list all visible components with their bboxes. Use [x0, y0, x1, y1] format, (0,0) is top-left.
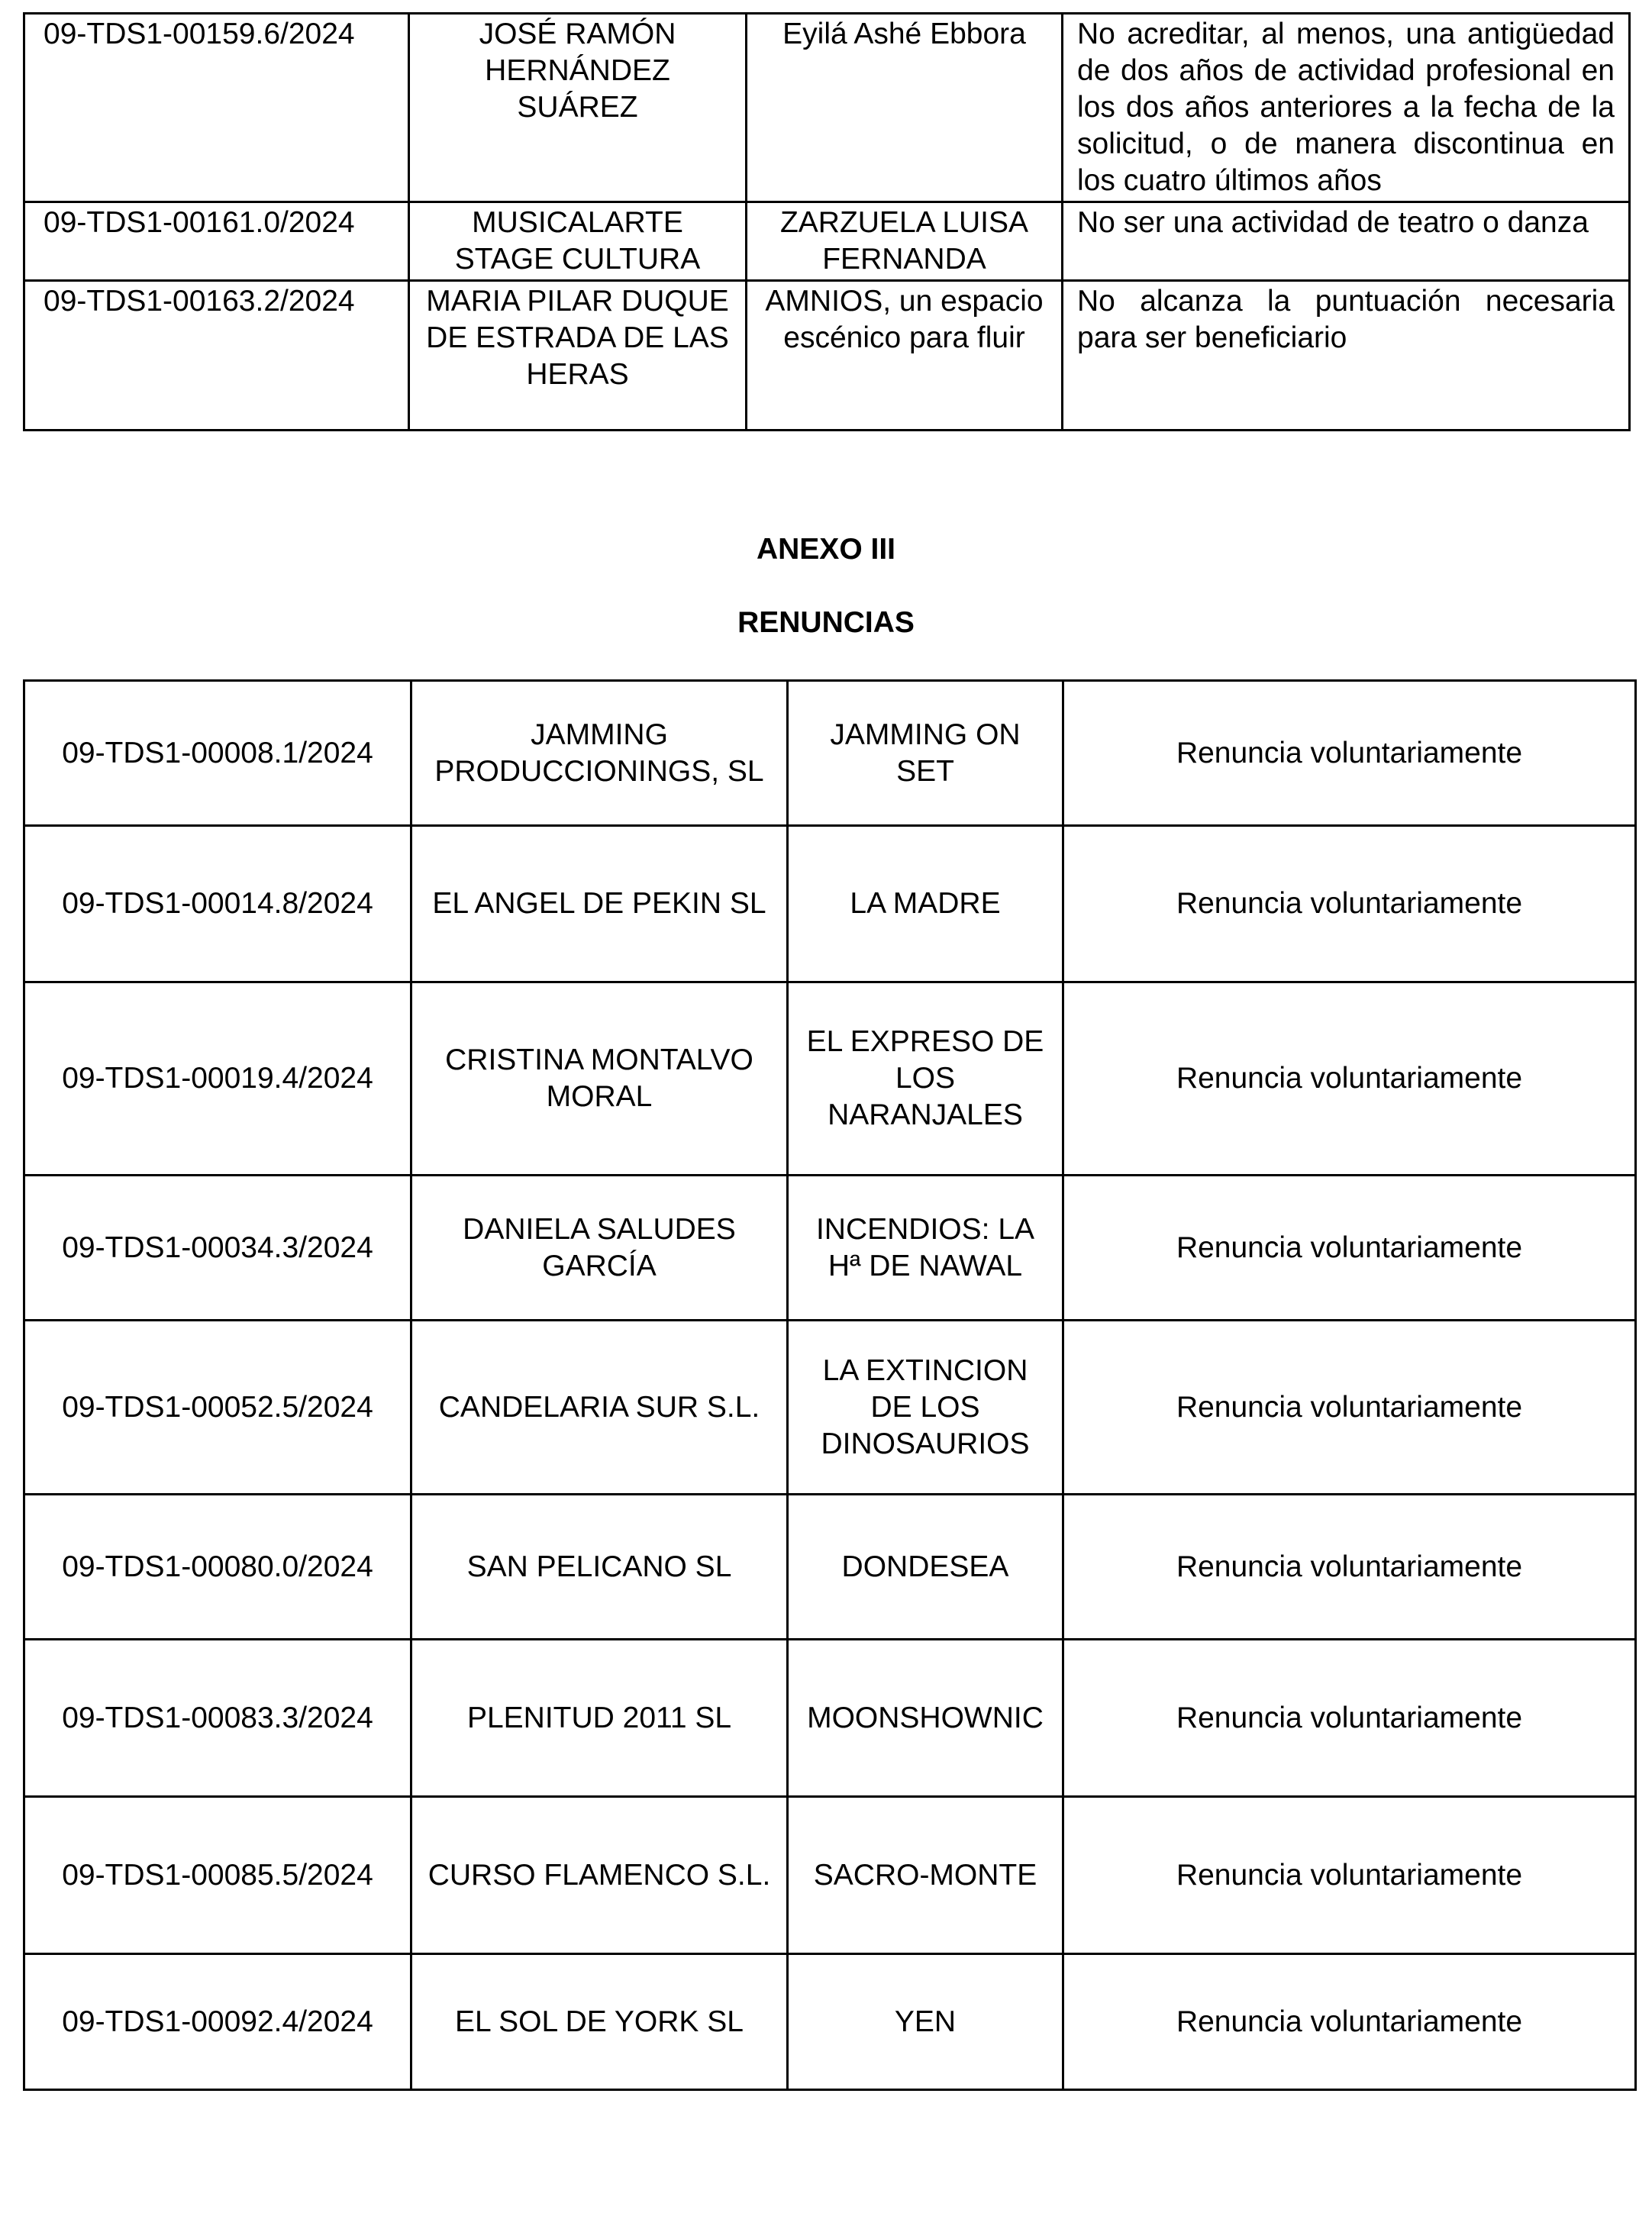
solicitante-cell: JOSÉ RAMÓN HERNÁNDEZ SUÁREZ	[409, 14, 747, 202]
motivo-cell: Renuncia voluntariamente	[1063, 1321, 1636, 1495]
proyecto-cell: AMNIOS, un espacio escénico para fluir	[747, 281, 1063, 431]
expediente-cell: 09-TDS1-00161.0/2024	[24, 202, 409, 281]
expediente-cell: 09-TDS1-00092.4/2024	[24, 1954, 411, 2090]
solicitante-cell: EL SOL DE YORK SL	[411, 1954, 788, 2090]
solicitante-cell: PLENITUD 2011 SL	[411, 1640, 788, 1797]
expediente-cell: 09-TDS1-00163.2/2024	[24, 281, 409, 431]
solicitante-cell: EL ANGEL DE PEKIN SL	[411, 826, 788, 982]
expediente-cell: 09-TDS1-00159.6/2024	[24, 14, 409, 202]
table-row	[24, 202, 1630, 281]
solicitante-cell: CRISTINA MONTALVO MORAL	[411, 982, 788, 1176]
motivo-cell: Renuncia voluntariamente	[1063, 681, 1636, 826]
motivo-cell: Renuncia voluntariamente	[1063, 1176, 1636, 1321]
proyecto-cell: INCENDIOS: LA Hª DE NAWAL	[788, 1176, 1063, 1321]
solicitante-cell: MARIA PILAR DUQUE DE ESTRADA DE LAS HERAS	[409, 281, 747, 431]
renuncias-table	[23, 679, 1637, 2091]
solicitante-cell: SAN PELICANO SL	[411, 1495, 788, 1640]
expediente-cell: 09-TDS1-00008.1/2024	[24, 681, 411, 826]
motivo-cell: Renuncia voluntariamente	[1063, 826, 1636, 982]
solicitante-cell: DANIELA SALUDES GARCÍA	[411, 1176, 788, 1321]
expediente-cell: 09-TDS1-00080.0/2024	[24, 1495, 411, 1640]
table-row	[24, 1797, 1636, 1954]
motivo-cell: Renuncia voluntariamente	[1063, 1797, 1636, 1954]
motivo-cell: Renuncia voluntariamente	[1063, 1640, 1636, 1797]
section-title: RENUNCIAS	[737, 606, 915, 639]
table-row	[24, 681, 1636, 826]
expediente-cell: 09-TDS1-00083.3/2024	[24, 1640, 411, 1797]
expediente-cell: 09-TDS1-00034.3/2024	[24, 1176, 411, 1321]
expediente-cell: 09-TDS1-00085.5/2024	[24, 1797, 411, 1954]
proyecto-cell: EL EXPRESO DE LOS NARANJALES	[788, 982, 1063, 1176]
motivo-cell: No alcanza la puntuación necesaria para ser beneficiario	[1063, 281, 1630, 431]
solicitante-cell: CANDELARIA SUR S.L.	[411, 1321, 788, 1495]
expediente-cell: 09-TDS1-00014.8/2024	[24, 826, 411, 982]
table-row	[24, 982, 1636, 1176]
excluded-applications-table	[23, 12, 1631, 431]
motivo-cell: No acreditar, al menos, una antigüedad de dos años de actividad profesional en los dos años anteriores a la fecha de la solicitud, o de manera discontinua en los cuatro últimos años	[1063, 14, 1630, 202]
table-row	[24, 1954, 1636, 2090]
proyecto-cell: LA MADRE	[788, 826, 1063, 982]
motivo-cell: No ser una actividad de teatro o danza	[1063, 202, 1630, 281]
proyecto-cell: Eyilá Ashé Ebbora	[747, 14, 1063, 202]
table-row	[24, 1321, 1636, 1495]
proyecto-cell: JAMMING ON SET	[788, 681, 1063, 826]
table-row	[24, 1495, 1636, 1640]
expediente-cell: 09-TDS1-00019.4/2024	[24, 982, 411, 1176]
proyecto-cell: SACRO-MONTE	[788, 1797, 1063, 1954]
motivo-cell: Renuncia voluntariamente	[1063, 1954, 1636, 2090]
proyecto-cell: MOONSHOWNIC	[788, 1640, 1063, 1797]
table-row	[24, 1640, 1636, 1797]
table-row	[24, 14, 1630, 202]
solicitante-cell: JAMMING PRODUCCIONINGS, SL	[411, 681, 788, 826]
table-row	[24, 281, 1630, 431]
table-row	[24, 826, 1636, 982]
annex-title: ANEXO III	[756, 533, 896, 566]
motivo-cell: Renuncia voluntariamente	[1063, 982, 1636, 1176]
expediente-cell: 09-TDS1-00052.5/2024	[24, 1321, 411, 1495]
proyecto-cell: ZARZUELA LUISA FERNANDA	[747, 202, 1063, 281]
solicitante-cell: CURSO FLAMENCO S.L.	[411, 1797, 788, 1954]
proyecto-cell: LA EXTINCION DE LOS DINOSAURIOS	[788, 1321, 1063, 1495]
solicitante-cell: MUSICALARTE STAGE CULTURA	[409, 202, 747, 281]
proyecto-cell: DONDESEA	[788, 1495, 1063, 1640]
proyecto-cell: YEN	[788, 1954, 1063, 2090]
table-row	[24, 1176, 1636, 1321]
motivo-cell: Renuncia voluntariamente	[1063, 1495, 1636, 1640]
